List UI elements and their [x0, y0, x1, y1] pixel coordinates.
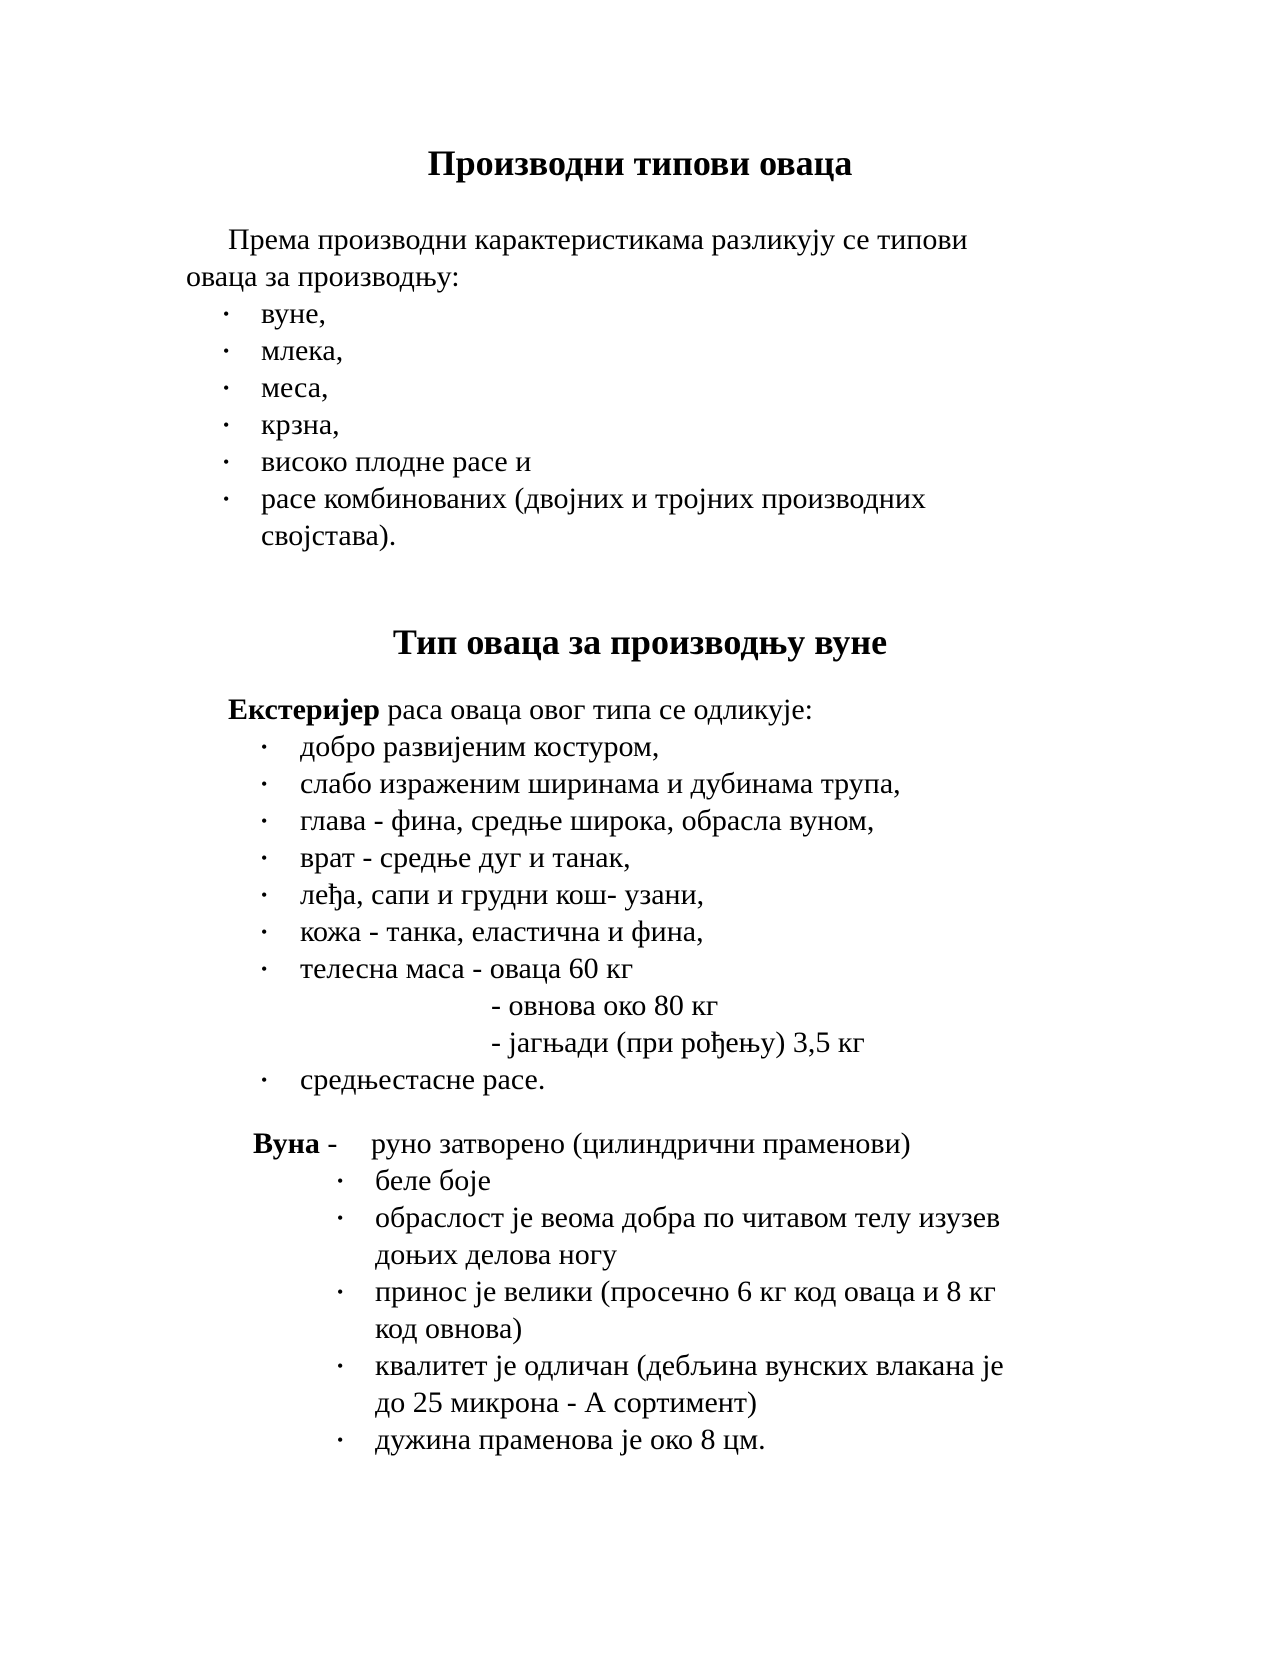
section-title: Тип оваца за производњу вуне	[392, 622, 888, 662]
bullet-icon: •	[261, 922, 268, 942]
bullet-icon: •	[337, 1208, 344, 1228]
list-item: крзна,	[261, 408, 340, 441]
list-item: глава - фина, средње широка, обрасла вуном,	[300, 804, 875, 837]
list-item: квалитет је одличан (дебљина вунских влакана је	[375, 1349, 1004, 1382]
list-item-continuation: до 25 микрона - А сортимент)	[375, 1386, 757, 1419]
wool-text: руно затворено (цилиндрични праменови)	[371, 1127, 911, 1160]
list-item: дужина праменова је око 8 цм.	[375, 1423, 766, 1456]
exterior-text: раса оваца овог типа се одликује:	[387, 693, 813, 726]
bullet-icon: •	[261, 848, 268, 868]
bullet-icon: •	[261, 959, 268, 979]
list-item: телесна маса - оваца 60 кг	[300, 952, 634, 985]
list-item: вуне,	[261, 297, 327, 330]
bullet-icon: •	[261, 811, 268, 831]
bullet-icon: •	[223, 415, 230, 435]
list-item: високо плодне расе и	[261, 445, 532, 478]
bullet-icon: •	[337, 1171, 344, 1191]
list-item: кожа - танка, еластична и фина,	[300, 915, 704, 948]
list-item: обраслост је веома добра по читавом телу изузев	[375, 1201, 1001, 1234]
page-title: Производни типови оваца	[427, 143, 853, 183]
bullet-icon: •	[337, 1430, 344, 1450]
wool-heading	[253, 1126, 337, 1162]
list-item-continuation: својстава).	[261, 519, 397, 552]
list-item-continuation: код овнова)	[375, 1312, 523, 1345]
bullet-icon: •	[261, 885, 268, 905]
wool-dash: -	[327, 1127, 338, 1160]
list-item-continuation: доњих делова ногу	[375, 1238, 618, 1271]
list-item: леђа, сапи и грудни кош- узани,	[300, 878, 705, 911]
list-item: млека,	[261, 334, 344, 367]
list-item: средњестасне расе.	[300, 1063, 546, 1096]
mass-lambs: - јагњади (при рођењу) 3,5 кг	[491, 1026, 865, 1059]
intro-line-2: оваца за производњу:	[186, 260, 460, 293]
list-item: врат - средње дуг и танак,	[300, 841, 631, 874]
list-item: добро развијеним костуром,	[300, 730, 660, 763]
mass-rams: - овнова око 80 кг	[491, 989, 719, 1022]
bullet-icon: •	[261, 1070, 268, 1090]
list-item: принос је велики (просечно 6 кг код оваца и 8 кг	[375, 1275, 996, 1308]
bullet-icon: •	[223, 489, 230, 509]
exterior-intro	[228, 692, 813, 728]
intro-line-1: Према производни карактеристикама разликују се типови	[228, 223, 968, 256]
bullet-icon: •	[337, 1356, 344, 1376]
list-item: расе комбинованих (двојних и тројних производних	[261, 482, 926, 515]
bullet-icon: •	[337, 1282, 344, 1302]
list-item: слабо израженим ширинама и дубинама трупа,	[300, 767, 901, 800]
exterior-label: Екстеријер	[228, 693, 380, 726]
bullet-icon: •	[223, 341, 230, 361]
list-item: беле боје	[375, 1164, 491, 1197]
bullet-icon: •	[261, 737, 268, 757]
bullet-icon: •	[223, 452, 230, 472]
bullet-icon: •	[223, 378, 230, 398]
bullet-icon: •	[261, 774, 268, 794]
wool-label: Вуна	[253, 1127, 320, 1160]
list-item: меса,	[261, 371, 329, 404]
bullet-icon: •	[223, 304, 230, 324]
